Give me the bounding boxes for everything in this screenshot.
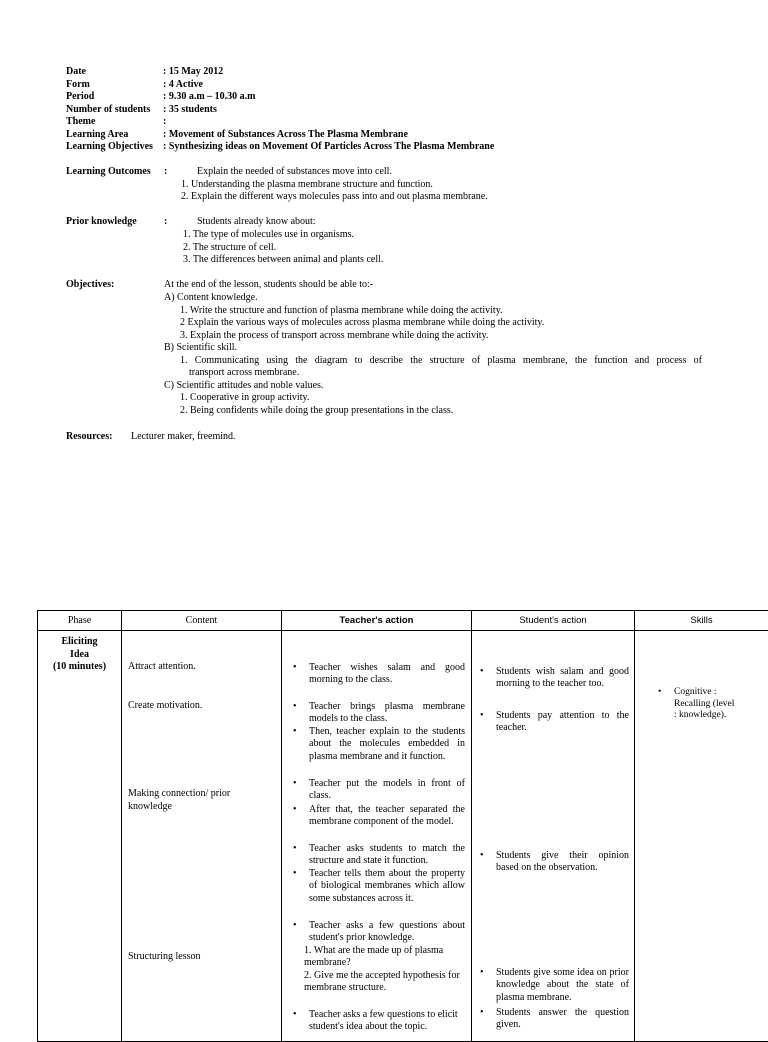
content-item: Create motivation. xyxy=(128,700,202,713)
objective-a-item: 2 Explain the various ways of molecules across plasma membrane while doing the activity. xyxy=(180,317,544,330)
teacher-action-cell xyxy=(282,631,472,1042)
teacher-action-item: • Teacher put the models in front of class. xyxy=(309,778,465,803)
student-action-item: • Students give some idea on prior knowledge about the state of plasma membrane. xyxy=(496,967,629,1004)
header-teacher-action: Teacher's action xyxy=(282,611,472,631)
content-item: Attract attention. xyxy=(128,661,196,674)
teacher-action-item: • Teacher tells them about the property of biological membranes which allow some substances across it. xyxy=(309,868,465,905)
teacher-question-item: 2. Give me the accepted hypothesis for membrane structure. xyxy=(304,970,465,995)
header-content: Content xyxy=(122,611,282,631)
skills-item: • Cognitive : Recalling (level : knowledge). xyxy=(674,687,739,722)
learning-objectives-row: Learning Objectives : Synthesizing ideas on Movement Of Particles Across The Plasma Membrane xyxy=(66,141,494,154)
outcome-item: 2. Explain the different ways molecules pass into and out plasma membrane. xyxy=(181,191,488,204)
teacher-action-item: • Teacher asks a few questions to elicit student's idea about the topic. xyxy=(309,1009,465,1034)
header-skills: Skills xyxy=(635,611,768,631)
objectives-section-b: B) Scientific skill. xyxy=(164,342,237,355)
objective-c-item: 2. Being confidents while doing the group presentations in the class. xyxy=(180,405,453,418)
content-cell xyxy=(122,631,282,1042)
student-action-item: • Students pay attention to the teacher. xyxy=(496,710,629,735)
prior-label: Prior knowledge xyxy=(66,216,137,229)
student-action-item: • Students wish salam and good morning to the teacher too. xyxy=(496,666,629,691)
prior-intro: Students already know about: xyxy=(197,216,316,229)
student-action-item: • Students answer the question given. xyxy=(496,1007,629,1032)
teacher-action-item: • Teacher wishes salam and good morning to the class. xyxy=(309,662,465,687)
header-phase: Phase xyxy=(38,611,122,631)
student-action-cell xyxy=(472,631,635,1042)
teacher-action-item: • Then, teacher explain to the students about the molecules embedded in plasma membrane and it function. xyxy=(309,726,465,763)
students-row: Number of students : 35 students xyxy=(66,104,217,117)
period-row: Period : 9.30 a.m – 10.30 a.m xyxy=(66,91,256,104)
phase-name-cont: Idea xyxy=(38,649,121,662)
objectives-section-a: A) Content knowledge. xyxy=(164,292,258,305)
objective-a-item: 3. Explain the process of transport across membrane while doing the activity. xyxy=(180,330,488,343)
prior-item: 3. The differences between animal and plants cell. xyxy=(183,254,383,267)
learning-area-row: Learning Area : Movement of Substances Across The Plasma Membrane xyxy=(66,129,408,142)
objective-a-item: 1. Write the structure and function of plasma membrane while doing the activity. xyxy=(180,305,503,318)
content-item: Making connection/ prior knowledge xyxy=(128,788,258,813)
table-header-row xyxy=(38,611,768,631)
phase-name: Eliciting xyxy=(38,636,121,649)
theme-row: Theme : xyxy=(66,116,166,129)
outcomes-label: Learning Outcomes xyxy=(66,166,151,179)
outcomes-intro: Explain the needed of substances move into cell. xyxy=(197,166,392,179)
resources-label: Resources: xyxy=(66,431,112,444)
student-action-item: • Students give their opinion based on the observation. xyxy=(496,850,629,875)
teacher-action-item: • Teacher asks a few questions about student's prior knowledge. xyxy=(309,920,465,945)
outcomes-colon: : xyxy=(164,166,167,179)
teacher-action-item: • Teacher brings plasma membrane models to the class. xyxy=(309,701,465,726)
prior-item: 1. The type of molecules use in organisms. xyxy=(183,229,354,242)
table-row xyxy=(38,631,768,1042)
phase-duration: (10 minutes) xyxy=(38,661,121,674)
prior-item: 2. The structure of cell. xyxy=(183,242,276,255)
teacher-action-item: • Teacher asks students to match the structure and state it function. xyxy=(309,843,465,868)
content-item: Structuring lesson xyxy=(128,951,201,964)
outcome-item: 1. Understanding the plasma membrane structure and function. xyxy=(181,179,433,192)
objectives-section-c: C) Scientific attitudes and noble values. xyxy=(164,380,323,393)
objectives-label: Objectives: xyxy=(66,279,114,292)
objectives-intro: At the end of the lesson, students should be able to:- xyxy=(164,279,373,292)
teacher-question-item: 1. What are the made up of plasma membrane? xyxy=(304,945,465,970)
objective-c-item: 1. Cooperative in group activity. xyxy=(180,392,309,405)
date-row: Date : 15 May 2012 xyxy=(66,66,223,79)
prior-colon: : xyxy=(164,216,167,229)
teacher-action-item: • After that, the teacher separated the membrane component of the model. xyxy=(309,804,465,829)
phase-cell xyxy=(38,631,122,1042)
objective-b-item: 1. Communicating using the diagram to describe the structure of plasma membrane, the function and process of xyxy=(180,355,702,368)
lesson-table xyxy=(37,610,768,1042)
header-student-action: Student's action xyxy=(472,611,635,631)
objective-b-item-cont: transport across membrane. xyxy=(189,367,299,380)
skills-cell xyxy=(635,631,768,1042)
resources-value: Lecturer maker, freemind. xyxy=(131,431,236,444)
form-row: Form : 4 Active xyxy=(66,79,203,92)
